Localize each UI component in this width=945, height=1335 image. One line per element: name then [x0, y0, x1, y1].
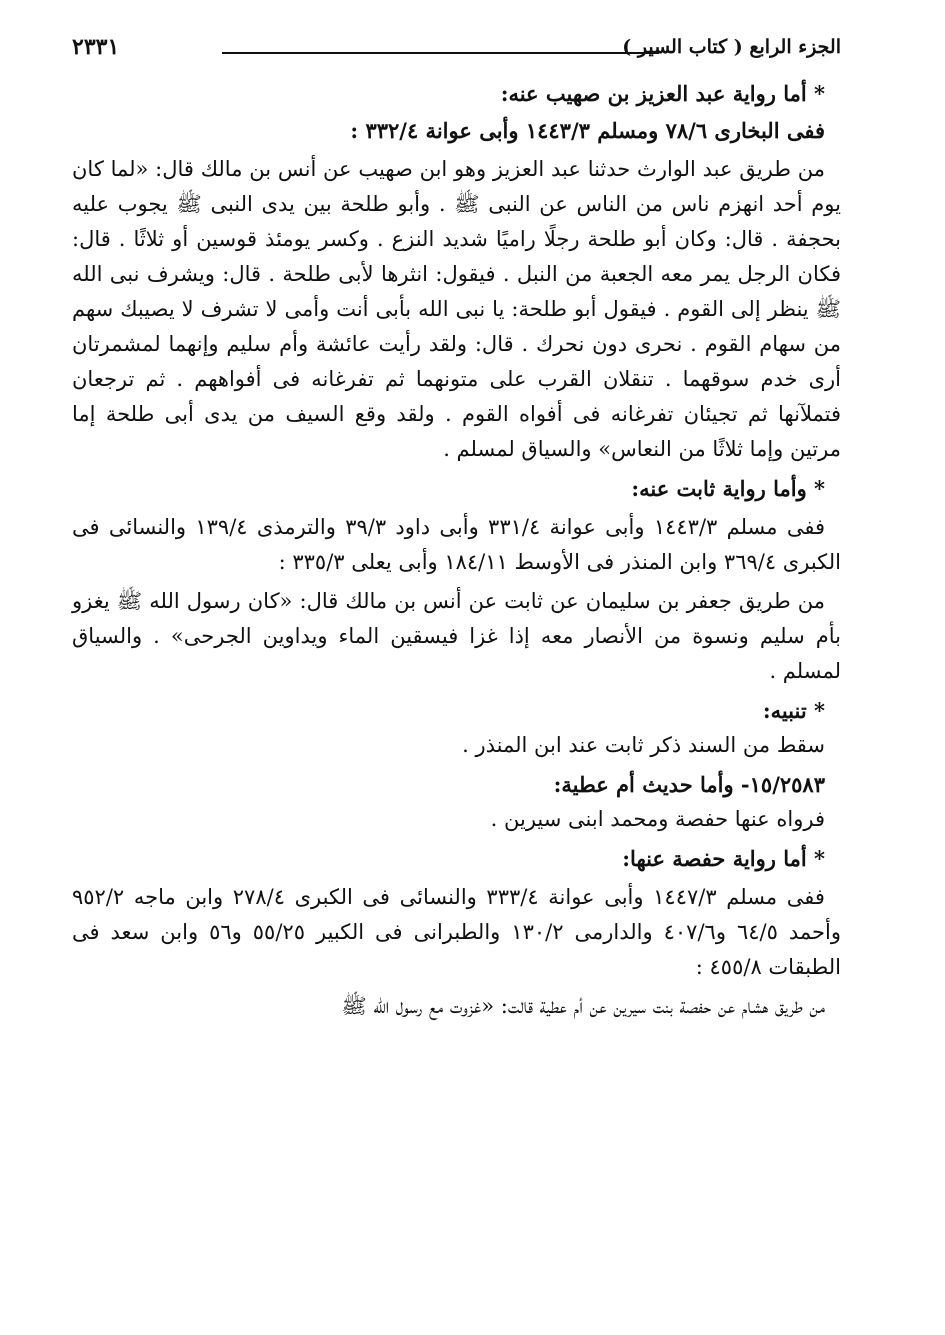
narrators-line: فرواه عنها حفصة ومحمد ابنى سيرين .: [490, 807, 825, 831]
page-number: ٢٣٣١: [72, 34, 120, 60]
running-title: الجزء الرابع ( كتاب السير ): [622, 36, 841, 58]
source-references-muslim: ففى مسلم ١٤٤٣/٣ وأبى عوانة ٣٣١/٤ وأبى داود ٣٩/٣ والترمذى ١٣٩/٤ والنسائى فى الكبرى ٣٦٩/٤ وابن المنذر فى الأوسط ١٨٤/١١ وأبى يعلى ٣٣٥/٣ :: [72, 515, 841, 574]
hadith-text-hisham: من طريق هشام عن حفصة بنت سيرين عن أم عطية قالت: «غزوت مع رسول الله ﷺ: [341, 994, 825, 1018]
page-body: [72, 76, 841, 1024]
header-rule: [222, 52, 659, 54]
hadith-text-umm-sulaym: من طريق جعفر بن سليمان عن ثابت عن أنس بن مالك قال: «كان رسول الله ﷺ يغزو بأم سليم ونسوة من الأنصار معه إذا غزا فيسقين الماء ويداوين الجرحى» . والسياق لمسلم .: [72, 589, 841, 683]
section-heading-abdulaziz: * أما رواية عبد العزيز بن صهيب عنه:: [500, 81, 825, 106]
running-header: [72, 28, 841, 72]
hadith-text-abu-talha: من طريق عبد الوارث حدثنا عبد العزيز وهو ابن صهيب عن أنس بن مالك قال: «لما كان يوم أحد انهزم ناس من الناس عن النبى ﷺ . وأبو طلحة بين يدى النبى ﷺ يجوب عليه بحجفة . قال: وكان أبو طلحة رجلًا راميًا شديد النزع . وكسر يومئذ قوسين أو ثلاثًا . قال: فكان الرجل يمر معه الجعبة من النبل . فيقول: انثرها لأبى طلحة . قال: ويشرف نبى الله ﷺ ينظر إلى القوم . فيقول أبو طلحة: يا نبى الله بأبى أنت وأمى لا تشرف لا يصيبك سهم من سهام القوم . نحرى دون نحرك . قال: ولقد رأيت عائشة وأم سليم وإنهما لمشمرتان أرى خدم سوقهما . تنقلان القرب على متونهما ثم تفرغانه فى أفواههم . ثم ترجعان فتملآنها ثم تجيئان تفرغانه فى أفواه القوم . ولقد وقع السيف من يدى أبى طلحة إما مرتين وإما ثلاثًا من النعاس» والسياق لمسلم .: [72, 157, 841, 461]
source-references-hafsa: ففى مسلم ١٤٤٧/٣ وأبى عوانة ٣٣٣/٤ والنسائى فى الكبرى ٢٧٨/٤ وابن ماجه ٩٥٢/٢ وأحمد ٦٤/٥ و٤٠٧/٦ والدارمى ١٣٠/٢ والطبرانى فى الكبير ٥٥/٢٥ و٥٦ وابن سعد فى الطبقات ٤٥٥/٨ :: [72, 885, 841, 979]
section-heading-thabit: * وأما رواية ثابت عنه:: [631, 476, 825, 501]
source-references-bukhari: ففى البخارى ٧٨/٦ ومسلم ١٤٤٣/٣ وأبى عوانة ٣٣٢/٤ :: [350, 118, 825, 143]
section-heading-hafsa: * أما رواية حفصة عنها:: [622, 846, 825, 871]
hadith-heading-umm-atiyya: ١٥/٢٥٨٣- وأما حديث أم عطية:: [553, 772, 825, 797]
note-text: سقط من السند ذكر ثابت عند ابن المنذر .: [462, 733, 825, 757]
note-heading: * تنبيه:: [762, 698, 825, 723]
